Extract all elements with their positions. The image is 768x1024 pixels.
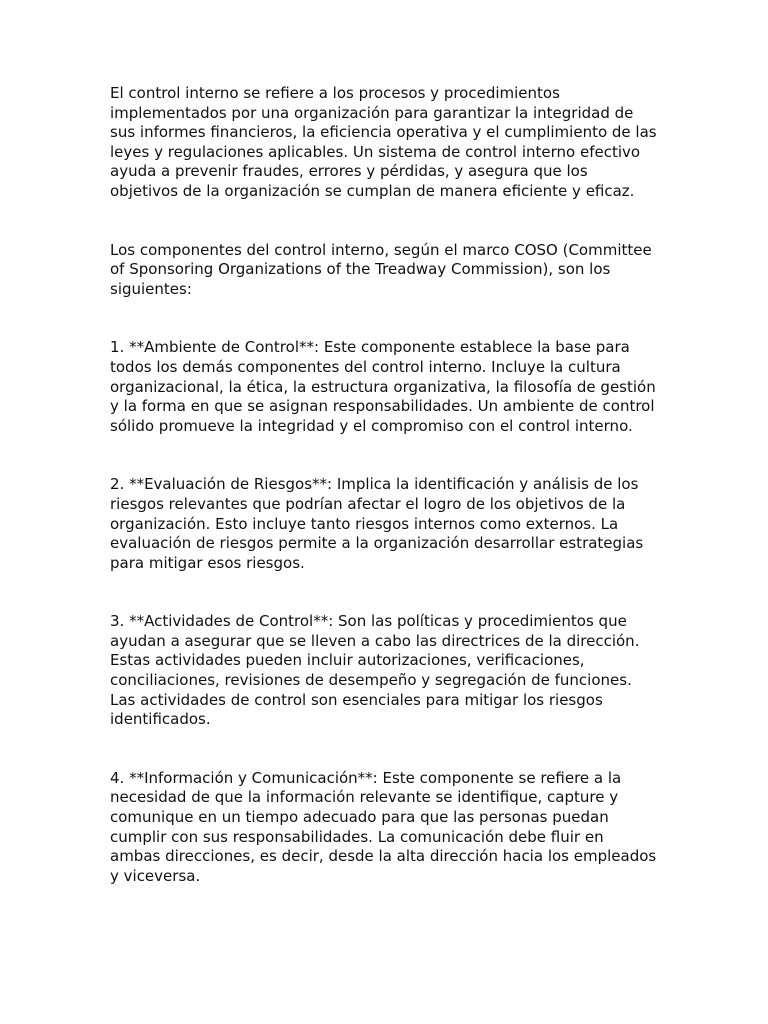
components-intro-paragraph: Los componentes del control interno, según el marco COSO (Committee of Sponsoring Organizations of the Treadway Commission), son los siguientes: xyxy=(110,240,652,298)
component-4-paragraph: 4. **Información y Comunicación**: Este componente se refiere a la necesidad de que la información relevante se identifique, capture y comunique en un tiempo adecuado para que las personas puedan cumplir con sus responsabilidades. La comunicación debe fluir en ambas direcciones, es decir, desde la alta dirección hacia los empleados y viceversa. xyxy=(110,768,657,885)
component-3-paragraph: 3. **Actividades de Control**: Son las políticas y procedimientos que ayudan a asegurar que se lleven a cabo las directrices de la dirección. Estas actividades pueden incluir autorizaciones, verificaciones, conciliaciones, revisiones de desempeño y segregación de funciones. Las actividades de control son esenciales para mitigar los riesgos identificados. xyxy=(110,612,640,729)
component-1-paragraph: 1. **Ambiente de Control**: Este componente establece la base para todos los demás componentes del control interno. Incluye la cultura organizacional, la ética, la estructura organizativa, la filosofía de gestión y la forma en que se asignan responsabilidades. Un ambiente de control sólido promueve la integridad y el compromiso con el control interno. xyxy=(110,338,656,435)
component-2-paragraph: 2. **Evaluación de Riesgos**: Implica la identificación y análisis de los riesgos relevantes que podrían afectar el logro de los objetivos de la organización. Esto incluye tanto riesgos internos como externos. La evaluación de riesgos permite a la organización desarrollar estrategias para mitigar esos riesgos. xyxy=(110,475,644,572)
document-body xyxy=(110,84,658,886)
intro-paragraph: El control interno se refiere a los procesos y procedimientos implementados por una organización para garantizar la integridad de sus informes financieros, la eficiencia operativa y el cumplimiento de las leyes y regulaciones aplicables. Un sistema de control interno efectivo ayuda a prevenir fraudes, errores y pérdidas, y asegura que los objetivos de la organización se cumplan de manera eficiente y eficaz. xyxy=(110,84,657,200)
